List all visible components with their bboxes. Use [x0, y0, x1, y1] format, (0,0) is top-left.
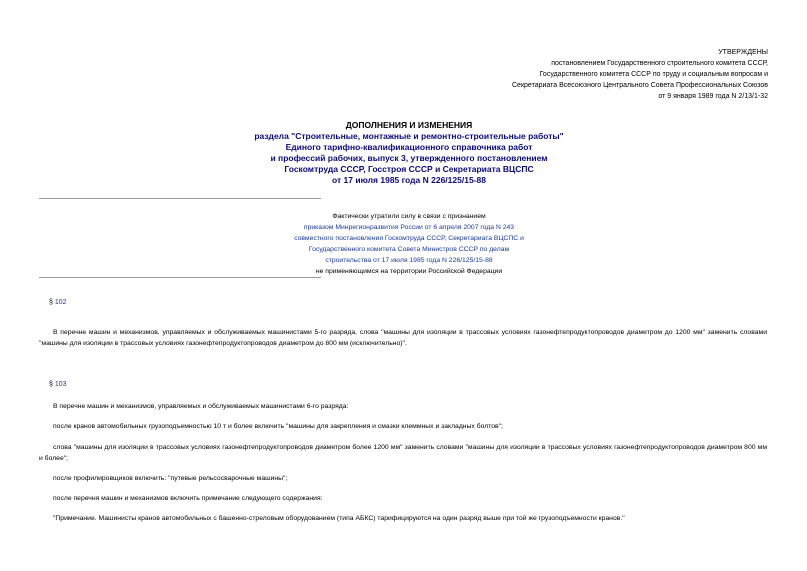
- section-sign: §: [49, 381, 53, 388]
- document-title: [200, 120, 618, 186]
- status-link-decree[interactable]: строительства от 17 июля 1985 года N 226/125/15-88: [325, 257, 493, 264]
- paragraph: после кранов автомобильных грузоподъемностью 10 т и более включить "машины для закрепления и смазки клеммных и закладных болтов";: [53, 423, 503, 430]
- paragraph: В перечне машин и механизмов, управляемых и обслуживаемых машинистами 5-го разряда, слова "машины для изоляции в трассовых условиях газонефтепродуктопроводов диаметром до 1200 мм" заменить словами "машины для изоляции в трассовых условиях газонефтепродуктопроводов диаметром до 800 мм (исключительно)".: [39, 329, 767, 347]
- section-103-heading: [49, 380, 67, 390]
- paragraph: В перечне машин и механизмов, управляемых и обслуживаемых машинистами 6-го разряда:: [53, 403, 349, 410]
- approval-line: Государственного комитета СССР по труду и социальным вопросам и: [539, 71, 768, 78]
- status-line: Фактически утратили силу в связи с признанием: [332, 213, 486, 220]
- divider-top: [39, 198, 321, 199]
- status-link-order[interactable]: приказом Минрегионразвития России от 6 апреля 2007 года N 243: [303, 224, 515, 231]
- section-sign: §: [49, 299, 53, 306]
- approval-heading: УТВЕРЖДЕНЫ: [718, 49, 768, 56]
- title-line: и профессий рабочих, выпуск 3, утвержденного постановлением: [270, 153, 548, 163]
- approval-line: постановлением Государственного строительного комитета СССР,: [551, 60, 768, 67]
- title-line: раздела "Строительные, монтажные и ремонтно-строительные работы": [254, 131, 564, 141]
- status-link-decree[interactable]: совместного постановления Госкомтруда СССР, Секретариата ВЦСПС и: [294, 235, 524, 242]
- status-link-decree[interactable]: Государственного комитета Совета Министров СССР по делам: [308, 246, 510, 253]
- approval-line: Секретариата Всесоюзного Центрального Совета Профессиональных Союзов: [512, 82, 768, 89]
- paragraph: после перечня машин и механизмов включить примечание следующего содержания:: [53, 495, 323, 502]
- section-number-link[interactable]: 103: [54, 381, 67, 388]
- approval-date: от 9 января 1989 года N 2/13/1-32: [658, 93, 768, 100]
- status-line: не применяющимся на территории Российской Федерации: [315, 268, 503, 275]
- title-line: Единого тарифно-квалификационного справочника работ: [285, 142, 533, 152]
- title-line: ДОПОЛНЕНИЯ И ИЗМЕНЕНИЯ: [345, 120, 473, 130]
- approval-block: [512, 47, 768, 102]
- divider-bottom: [39, 277, 321, 278]
- title-line: от 17 июля 1985 года N 226/125/15-88: [332, 175, 486, 185]
- paragraph: "Примечание. Машинисты кранов автомобильных с башенно-стреловым оборудованием (типа АБКС) тарифицируются на один разряд выше при той же грузоподъемности кранов.": [53, 515, 625, 522]
- section-102-heading: [49, 298, 67, 308]
- status-note: [200, 211, 618, 277]
- title-line: Госкомтруда СССР, Госстроя СССР и Секретариата ВЦСПС: [284, 164, 534, 174]
- section-number-link[interactable]: 102: [54, 299, 67, 306]
- paragraph: слова "машины для изоляции в трассовых условиях газонефтепродуктопроводов диаметром более 1200 мм" заменить словами "машины для изоляции в трассовых условиях газонефтепродуктопроводов диаметром 800 мм и более";: [39, 444, 767, 462]
- paragraph: после профилировщиков включить: "путевые рельсосварочные машины";: [53, 475, 288, 482]
